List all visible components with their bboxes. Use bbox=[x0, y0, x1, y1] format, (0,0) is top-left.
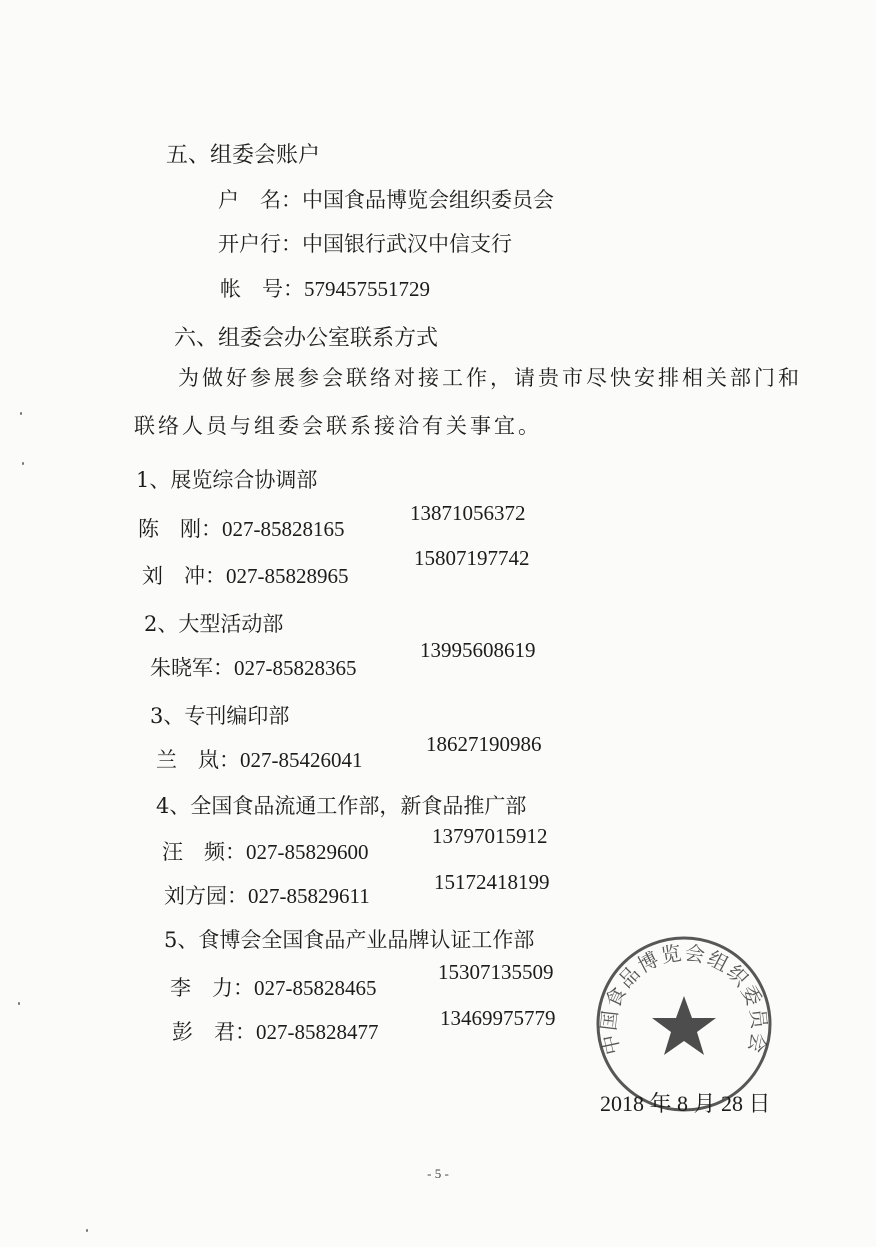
contact-mobile: 18627190986 bbox=[426, 732, 542, 756]
contact-name: 汪 频： bbox=[162, 840, 246, 864]
contact-row bbox=[164, 882, 370, 910]
department-title: 4、全国食品流通工作部，新食品推广部 bbox=[156, 794, 527, 818]
contact-name: 彭 君： bbox=[172, 1020, 256, 1044]
department-title: 3、专刊编印部 bbox=[150, 704, 290, 728]
contact-name: 刘 冲： bbox=[142, 564, 226, 588]
official-seal-stamp bbox=[594, 934, 774, 1114]
scan-speck bbox=[22, 462, 24, 465]
contact-name: 李 力： bbox=[170, 976, 254, 1000]
contact-phone: 027-85828465 bbox=[254, 976, 377, 1000]
contact-phone: 027-85426041 bbox=[240, 748, 363, 772]
section5-heading: 五、组委会账户 bbox=[166, 143, 321, 168]
account-name-label: 户 名： bbox=[218, 188, 302, 212]
contact-mobile: 13995608619 bbox=[420, 638, 536, 662]
department-title: 2、大型活动部 bbox=[144, 612, 284, 636]
scan-speck bbox=[18, 1002, 20, 1005]
intro-line-1: 为做好参展参会联络对接工作，请贵市尽快安排相关部门和 bbox=[178, 366, 802, 390]
department-title: 5、食博会全国食品产业品牌认证工作部 bbox=[164, 928, 535, 952]
contact-row bbox=[162, 838, 369, 866]
account-number-value: 579457551729 bbox=[304, 277, 430, 301]
contact-row bbox=[170, 974, 377, 1002]
contact-mobile: 13871056372 bbox=[410, 501, 526, 525]
contact-phone: 027-85829611 bbox=[248, 884, 370, 908]
department-title: 1、展览综合协调部 bbox=[136, 468, 318, 492]
intro-line-2: 联络人员与组委会联系接洽有关事宜。 bbox=[134, 414, 542, 438]
account-name-value: 中国食品博览会组织委员会 bbox=[302, 188, 554, 212]
contact-phone: 027-85828165 bbox=[222, 517, 345, 541]
contact-name: 朱晓军： bbox=[150, 656, 234, 680]
contact-mobile: 13469975779 bbox=[440, 1006, 556, 1030]
contact-name: 兰 岚： bbox=[156, 748, 240, 772]
contact-phone: 027-85828365 bbox=[234, 656, 357, 680]
contact-row bbox=[172, 1018, 379, 1046]
account-number-row bbox=[220, 275, 430, 303]
bank-label: 开户行： bbox=[218, 232, 302, 256]
scan-speck bbox=[86, 1229, 88, 1232]
contact-mobile: 13797015912 bbox=[432, 824, 548, 848]
account-number-label: 帐 号： bbox=[220, 277, 304, 301]
scan-speck bbox=[20, 412, 22, 415]
seal-text: 中国食品博览会组织委员会 bbox=[596, 940, 772, 1058]
contact-phone: 027-85829600 bbox=[246, 840, 369, 864]
contact-row bbox=[142, 562, 349, 590]
contact-mobile: 15172418199 bbox=[434, 870, 550, 894]
contact-mobile: 15807197742 bbox=[414, 546, 530, 570]
contact-phone: 027-85828477 bbox=[256, 1020, 379, 1044]
bank-row bbox=[218, 230, 512, 258]
contact-name: 陈 刚： bbox=[138, 517, 222, 541]
contact-phone: 027-85828965 bbox=[226, 564, 349, 588]
contact-mobile: 15307135509 bbox=[438, 960, 554, 984]
star-icon bbox=[652, 996, 716, 1055]
signature-date: 2018 年 8 月 28 日 bbox=[600, 1091, 771, 1116]
contact-name: 刘方园： bbox=[164, 884, 248, 908]
contact-row bbox=[138, 515, 345, 543]
contact-row bbox=[150, 654, 357, 682]
bank-value: 中国银行武汉中信支行 bbox=[302, 232, 512, 256]
section6-heading: 六、组委会办公室联系方式 bbox=[174, 326, 439, 351]
contact-row bbox=[156, 746, 363, 774]
account-name-row bbox=[218, 186, 554, 214]
page-number: - 5 - bbox=[427, 1166, 449, 1181]
